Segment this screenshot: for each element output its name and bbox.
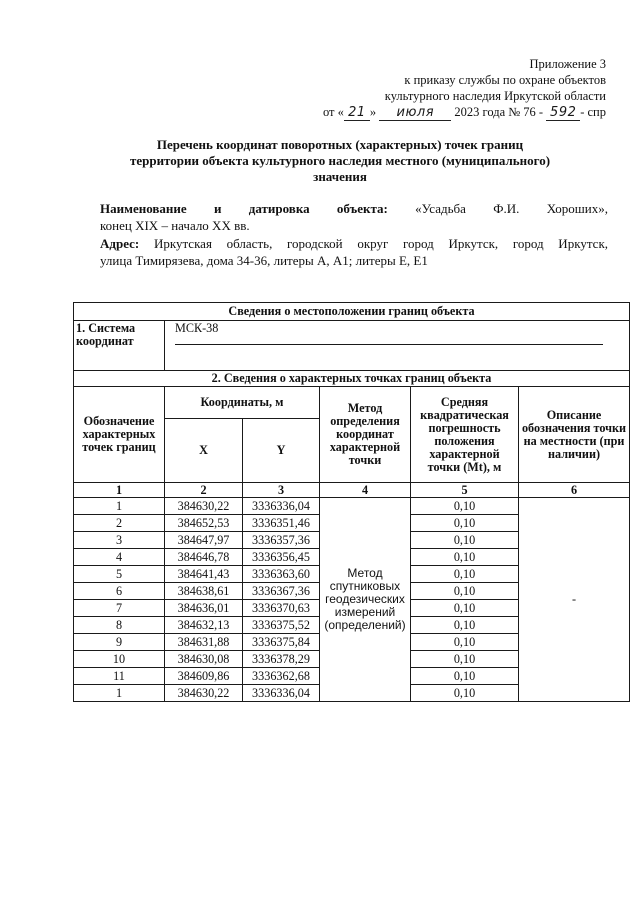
coordinate-system-row: [74, 321, 630, 371]
x-coordinate-cell: 384652,53: [165, 515, 243, 532]
x-coordinate-cell: 384646,78: [165, 549, 243, 566]
y-coordinate-cell: 3336367,36: [243, 583, 320, 600]
accuracy-cell: 0,10: [411, 583, 519, 600]
appendix-label: Приложение 3: [529, 57, 606, 71]
method-cell: Метод спутниковых геодезических измерений (определений): [320, 498, 411, 702]
order-line-2: культурного наследия Иркутской области: [384, 89, 606, 103]
point-cell: 11: [74, 668, 165, 685]
table-row: [74, 498, 630, 515]
order-date-line: [323, 105, 606, 121]
point-cell: 1: [74, 498, 165, 515]
point-cell: 10: [74, 651, 165, 668]
x-coordinate-cell: 384638,61: [165, 583, 243, 600]
title-line-3: значения: [313, 169, 367, 184]
address-line-1: [100, 236, 608, 253]
accuracy-cell: 0,10: [411, 515, 519, 532]
accuracy-cell: 0,10: [411, 549, 519, 566]
coordinate-system-label: 1. Система координат: [74, 321, 165, 371]
x-coordinate-cell: 384632,13: [165, 617, 243, 634]
col-number-5: 5: [411, 483, 519, 498]
x-coordinate-cell: 384647,97: [165, 532, 243, 549]
point-cell: 5: [74, 566, 165, 583]
y-coordinate-cell: 3336363,60: [243, 566, 320, 583]
document-title: [60, 137, 620, 185]
x-coordinate-cell: 384630,22: [165, 498, 243, 515]
col-y-header: Y: [243, 419, 320, 483]
accuracy-cell: 0,10: [411, 651, 519, 668]
accuracy-cell: 0,10: [411, 668, 519, 685]
x-coordinate-cell: 384609,86: [165, 668, 243, 685]
point-cell: 1: [74, 685, 165, 702]
object-name-value: «Усадьба Ф.И. Хороших»,: [415, 201, 609, 216]
point-cell: 2: [74, 515, 165, 532]
point-cell: 9: [74, 634, 165, 651]
y-coordinate-cell: 3336370,63: [243, 600, 320, 617]
object-name-label: Наименование и датировка объекта:: [100, 201, 388, 216]
accuracy-cell: 0,10: [411, 634, 519, 651]
y-coordinate-cell: 3336378,29: [243, 651, 320, 668]
year-text: 2023 года № 76 -: [454, 105, 544, 119]
point-cell: 3: [74, 532, 165, 549]
col-method-header: Метод определения координат характерной точки: [320, 387, 411, 483]
address-line-2: улица Тимирязева, дома 34-36, литеры А, А1; литеры Е, Е1: [100, 252, 428, 268]
object-name-paragraph: [100, 201, 608, 234]
address-value: Иркутская область, городской округ город Иркутск, город Иркутск,: [153, 236, 609, 251]
x-coordinate-cell: 384630,22: [165, 685, 243, 702]
col-number-1: 1: [74, 483, 165, 498]
title-line-2: территории объекта культурного наследия местного (муниципального): [129, 153, 551, 168]
handwritten-day: 21: [344, 105, 370, 121]
col-number-4: 4: [320, 483, 411, 498]
object-name-line-1: [100, 201, 608, 218]
section1-title: Сведения о местоположении границ объекта: [74, 303, 630, 321]
point-cell: 7: [74, 600, 165, 617]
section1-header-row: [74, 303, 630, 321]
description-cell: -: [519, 498, 630, 702]
col-coords-header: Координаты, м: [165, 387, 320, 419]
accuracy-cell: 0,10: [411, 685, 519, 702]
y-coordinate-cell: 3336375,84: [243, 634, 320, 651]
col-designation-header: Обозначение характерных точек границ: [74, 387, 165, 483]
title-line-1: Перечень координат поворотных (характерных) точек границ: [156, 137, 524, 152]
x-coordinate-cell: 384641,43: [165, 566, 243, 583]
col-x-header: X: [165, 419, 243, 483]
coordinates-table: [73, 302, 630, 702]
address-label: Адрес:: [100, 236, 140, 251]
col-number-2: 2: [165, 483, 243, 498]
data-rows: [74, 498, 630, 702]
point-cell: 4: [74, 549, 165, 566]
y-coordinate-cell: 3336375,52: [243, 617, 320, 634]
y-coordinate-cell: 3336336,04: [243, 685, 320, 702]
y-coordinate-cell: 3336351,46: [243, 515, 320, 532]
col-number-6: 6: [519, 483, 630, 498]
accuracy-cell: 0,10: [411, 600, 519, 617]
coordinate-system-value: МСК-38: [175, 322, 603, 345]
order-line-1: к приказу службы по охране объектов: [404, 73, 606, 87]
column-number-row: [74, 483, 630, 498]
accuracy-cell: 0,10: [411, 617, 519, 634]
col-accuracy-header: Средняя квадратическая погрешность положения характерной точки (Mt), м: [411, 387, 519, 483]
point-cell: 6: [74, 583, 165, 600]
x-coordinate-cell: 384630,08: [165, 651, 243, 668]
y-coordinate-cell: 3336356,45: [243, 549, 320, 566]
col-number-3: 3: [243, 483, 320, 498]
x-coordinate-cell: 384631,88: [165, 634, 243, 651]
section2-header-row: [74, 371, 630, 387]
accuracy-cell: 0,10: [411, 566, 519, 583]
object-name-line-2: конец XIX – начало XX вв.: [100, 217, 250, 233]
accuracy-cell: 0,10: [411, 498, 519, 515]
handwritten-month: июля: [379, 105, 451, 121]
y-coordinate-cell: 3336336,04: [243, 498, 320, 515]
date-prefix: от «: [322, 105, 344, 119]
column-header-row-1: [74, 387, 630, 419]
date-quote-close: »: [369, 105, 377, 119]
col-description-header: Описание обозначения точки на местности (при наличии): [519, 387, 630, 483]
handwritten-number: 592: [546, 105, 580, 121]
accuracy-cell: 0,10: [411, 532, 519, 549]
x-coordinate-cell: 384636,01: [165, 600, 243, 617]
section2-title: 2. Сведения о характерных точках границ объекта: [74, 371, 630, 387]
address-paragraph: [100, 236, 608, 269]
point-cell: 8: [74, 617, 165, 634]
y-coordinate-cell: 3336362,68: [243, 668, 320, 685]
y-coordinate-cell: 3336357,36: [243, 532, 320, 549]
coordinate-system-cell: [165, 321, 630, 371]
number-suffix: - спр: [580, 105, 606, 119]
